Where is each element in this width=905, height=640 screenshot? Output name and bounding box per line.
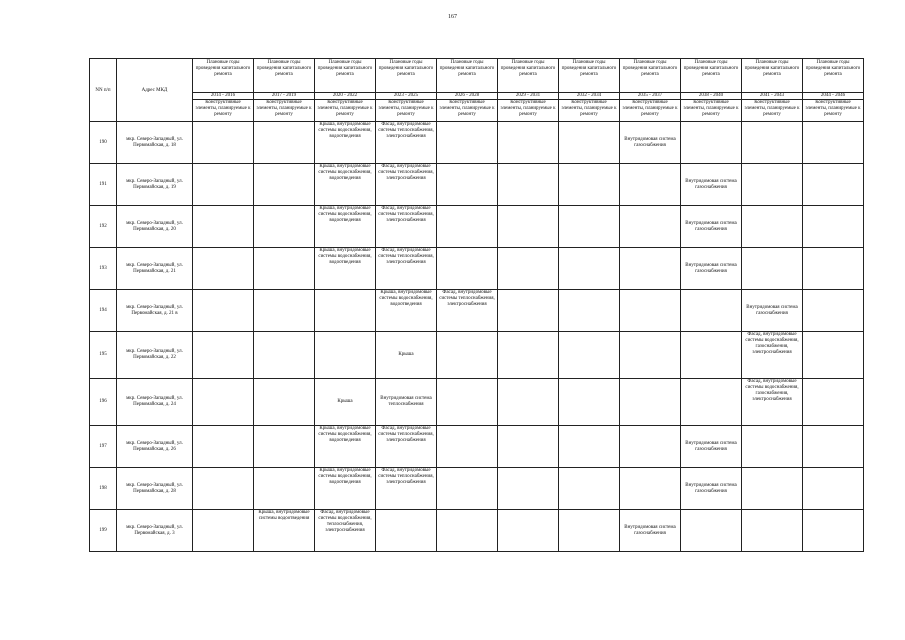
repair-cell: Внутридомовая система газоснабжения: [681, 248, 742, 290]
row-address: мкр. Северо-Западный, ул. Первомайская, д. 3: [117, 510, 193, 552]
repair-cell: [681, 332, 742, 379]
repair-cell: [742, 468, 803, 510]
repair-cell: Фасад, внутридомовые системы теплоснабжения, электроснабжения: [437, 290, 498, 332]
header-period-title: Плановые годы проведения капитального ремонта: [803, 59, 864, 93]
header-elements-label: Конструктивные элементы, планируемые к ремонту: [315, 100, 376, 122]
repair-cell: Крыша, внутридомовые системы водоснабжения, водоотведения: [315, 164, 376, 206]
repair-cell: [742, 164, 803, 206]
repair-cell: Крыша, внутридомовые системы водоснабжения, водоотведения: [315, 248, 376, 290]
capital-repair-schedule-table: [89, 58, 864, 552]
repair-cell: Фасад, внутридомовые системы теплоснабжения, электроснабжения: [376, 206, 437, 248]
repair-cell: [254, 248, 315, 290]
repair-cell: [803, 426, 864, 468]
repair-cell: [437, 332, 498, 379]
repair-cell: [559, 122, 620, 164]
repair-cell: [254, 164, 315, 206]
repair-cell: Фасад, внутридомовые системы теплоснабжения, электроснабжения: [376, 426, 437, 468]
repair-cell: [498, 122, 559, 164]
repair-cell: [620, 290, 681, 332]
row-number: 199: [90, 510, 117, 552]
repair-cell: [193, 468, 254, 510]
header-period-title: Плановые годы проведения капитального ремонта: [376, 59, 437, 93]
repair-cell: [559, 468, 620, 510]
repair-cell: [742, 122, 803, 164]
page-number: 167: [448, 14, 457, 20]
repair-cell: [254, 290, 315, 332]
repair-cell: [498, 426, 559, 468]
repair-cell: [559, 290, 620, 332]
repair-cell: [620, 468, 681, 510]
row-number: 196: [90, 379, 117, 426]
row-address: мкр. Северо-Западный, ул. Первомайская, д. 19: [117, 164, 193, 206]
repair-cell: [559, 332, 620, 379]
repair-cell: [437, 164, 498, 206]
repair-cell: [437, 379, 498, 426]
header-num: NN п/п: [90, 59, 117, 122]
header-elements-label: Конструктивные элементы, планируемые к ремонту: [559, 100, 620, 122]
row-number: 198: [90, 468, 117, 510]
header-period-years: 2038 - 2040: [681, 93, 742, 100]
repair-cell: [193, 122, 254, 164]
repair-cell: Крыша, внутридомовые системы водоснабжения, водоотведения: [315, 426, 376, 468]
repair-cell: Фасад, внутридомовые системы водоснабжения, теплоснабжения, электроснабжения: [315, 510, 376, 552]
table-row: [90, 290, 864, 332]
repair-cell: [437, 510, 498, 552]
row-number: 195: [90, 332, 117, 379]
row-address: мкр. Северо-Западный, ул. Первомайская, д. 26: [117, 426, 193, 468]
repair-cell: [559, 164, 620, 206]
table-row: [90, 332, 864, 379]
header-row-titles: [90, 59, 864, 93]
repair-cell: Крыша: [315, 379, 376, 426]
repair-cell: [803, 248, 864, 290]
header-period-years: 2014 - 2016: [193, 93, 254, 100]
header-period-years: 2017 - 2019: [254, 93, 315, 100]
repair-cell: [254, 426, 315, 468]
repair-cell: Крыша, внутридомовые системы водоснабжения, водоотведения: [315, 122, 376, 164]
repair-cell: [254, 468, 315, 510]
header-period-title: Плановые годы проведения капитального ремонта: [437, 59, 498, 93]
header-elements-label: Конструктивные элементы, планируемые к ремонту: [803, 100, 864, 122]
repair-cell: [742, 206, 803, 248]
repair-cell: [315, 290, 376, 332]
repair-cell: [681, 510, 742, 552]
header-elements-label: Конструктивные элементы, планируемые к ремонту: [254, 100, 315, 122]
repair-cell: [193, 290, 254, 332]
header-elements-label: Конструктивные элементы, планируемые к ремонту: [193, 100, 254, 122]
header-period-years: 2023 - 2025: [376, 93, 437, 100]
header-row-elements: [90, 100, 864, 122]
repair-cell: Внутридомовая система газоснабжения: [620, 510, 681, 552]
repair-cell: [742, 426, 803, 468]
header-period-years: 2020 - 2022: [315, 93, 376, 100]
repair-cell: [498, 290, 559, 332]
repair-cell: [193, 510, 254, 552]
repair-cell: Внутридомовая система газоснабжения: [681, 426, 742, 468]
repair-cell: [803, 468, 864, 510]
repair-cell: Фасад, внутридомовые системы теплоснабжения, электроснабжения: [376, 468, 437, 510]
repair-cell: [803, 290, 864, 332]
repair-cell: [559, 248, 620, 290]
row-number: 197: [90, 426, 117, 468]
repair-cell: [437, 248, 498, 290]
repair-cell: [803, 206, 864, 248]
repair-cell: [254, 206, 315, 248]
row-address: мкр. Северо-Западный, ул. Первомайская, д. 28: [117, 468, 193, 510]
repair-cell: [681, 122, 742, 164]
repair-cell: [559, 206, 620, 248]
header-period-title: Плановые годы проведения капитального ремонта: [498, 59, 559, 93]
header-elements-label: Конструктивные элементы, планируемые к ремонту: [681, 100, 742, 122]
header-period-years: 2032 - 2034: [559, 93, 620, 100]
repair-cell: [620, 164, 681, 206]
header-period-title: Плановые годы проведения капитального ремонта: [620, 59, 681, 93]
repair-cell: Фасад, внутридомовые системы теплоснабжения, электроснабжения: [376, 248, 437, 290]
row-number: 193: [90, 248, 117, 290]
repair-cell: [498, 379, 559, 426]
repair-cell: Внутридомовая система газоснабжения: [681, 468, 742, 510]
repair-cell: Крыша, внутридомовые системы водоснабжения, водоотведения: [315, 206, 376, 248]
repair-cell: Внутридомовая система газоснабжения: [681, 206, 742, 248]
table-row: [90, 248, 864, 290]
repair-cell: [559, 379, 620, 426]
repair-cell: [803, 379, 864, 426]
header-period-title: Плановые годы проведения капитального ремонта: [315, 59, 376, 93]
repair-cell: [498, 206, 559, 248]
repair-cell: [254, 379, 315, 426]
repair-cell: [742, 248, 803, 290]
repair-cell: [803, 164, 864, 206]
header-elements-label: Конструктивные элементы, планируемые к ремонту: [620, 100, 681, 122]
repair-cell: [559, 510, 620, 552]
table-row: [90, 510, 864, 552]
repair-cell: [437, 206, 498, 248]
repair-cell: [803, 122, 864, 164]
repair-cell: [498, 332, 559, 379]
repair-cell: [620, 248, 681, 290]
row-address: мкр. Северо-Западный, ул. Первомайская, д. 18: [117, 122, 193, 164]
table-row: [90, 122, 864, 164]
table-row: [90, 426, 864, 468]
repair-cell: Внутридомовая система газоснабжения: [620, 122, 681, 164]
header-period-years: 2026 - 2028: [437, 93, 498, 100]
header-period-years: 2029 - 2031: [498, 93, 559, 100]
row-address: мкр. Северо-Западный, ул. Первомайская, д. 24: [117, 379, 193, 426]
repair-cell: Крыша: [376, 332, 437, 379]
repair-cell: [437, 426, 498, 468]
repair-cell: [254, 122, 315, 164]
repair-cell: Фасад, внутридомовые системы водоснабжения, газоснабжения, электроснабжения: [742, 379, 803, 426]
header-period-title: Плановые годы проведения капитального ремонта: [681, 59, 742, 93]
repair-cell: [803, 332, 864, 379]
repair-cell: [437, 468, 498, 510]
header-period-title: Плановые годы проведения капитального ремонта: [559, 59, 620, 93]
repair-cell: [254, 332, 315, 379]
header-period-years: 2041 - 2043: [742, 93, 803, 100]
row-number: 190: [90, 122, 117, 164]
repair-cell: [742, 510, 803, 552]
repair-cell: [376, 510, 437, 552]
repair-cell: [498, 248, 559, 290]
row-number: 194: [90, 290, 117, 332]
repair-cell: Фасад, внутридомовые системы водоснабжения, газоснабжения, электроснабжения: [742, 332, 803, 379]
header-period-years: 2035 - 2037: [620, 93, 681, 100]
repair-cell: [620, 206, 681, 248]
repair-cell: [193, 332, 254, 379]
table-row: [90, 164, 864, 206]
repair-cell: [620, 332, 681, 379]
header-elements-label: Конструктивные элементы, планируемые к ремонту: [437, 100, 498, 122]
repair-cell: [498, 468, 559, 510]
row-address: мкр. Северо-Западный, ул. Первомайская, д. 21 в: [117, 290, 193, 332]
repair-cell: Фасад, внутридомовые системы теплоснабжения, электроснабжения: [376, 164, 437, 206]
repair-cell: [559, 426, 620, 468]
repair-cell: [681, 290, 742, 332]
repair-cell: Крыша, внутридомовые системы водоснабжения, водоотведения: [315, 468, 376, 510]
row-address: мкр. Северо-Западный, ул. Первомайская, д. 22: [117, 332, 193, 379]
repair-cell: [681, 379, 742, 426]
row-number: 191: [90, 164, 117, 206]
header-period-title: Плановые годы проведения капитального ремонта: [254, 59, 315, 93]
table-row: [90, 206, 864, 248]
repair-cell: Крыша, внутридомовые системы водоснабжения, водоотведения: [376, 290, 437, 332]
header-period-years: 2044 - 2046: [803, 93, 864, 100]
table-row: [90, 468, 864, 510]
repair-cell: [620, 379, 681, 426]
repair-cell: [193, 248, 254, 290]
header-elements-label: Конструктивные элементы, планируемые к ремонту: [742, 100, 803, 122]
header-row-years: [90, 93, 864, 100]
repair-cell: [803, 510, 864, 552]
repair-cell: Внутридомовая система газоснабжения: [742, 290, 803, 332]
header-elements-label: Конструктивные элементы, планируемые к ремонту: [376, 100, 437, 122]
repair-cell: Фасад, внутридомовые системы теплоснабжения, электроснабжения: [376, 122, 437, 164]
repair-cell: [620, 426, 681, 468]
repair-cell: [437, 122, 498, 164]
row-number: 192: [90, 206, 117, 248]
repair-cell: Внутридомовая система газоснабжения: [681, 164, 742, 206]
repair-cell: [193, 426, 254, 468]
table-row: [90, 379, 864, 426]
repair-cell: Крыша, внутридомовые системы водоотведения: [254, 510, 315, 552]
header-elements-label: Конструктивные элементы, планируемые к ремонту: [498, 100, 559, 122]
header-period-title: Плановые годы проведения капитального ремонта: [193, 59, 254, 93]
row-address: мкр. Северо-Западный, ул. Первомайская, д. 21: [117, 248, 193, 290]
header-period-title: Плановые годы проведения капитального ремонта: [742, 59, 803, 93]
repair-cell: [193, 206, 254, 248]
header-address: Адрес МКД: [117, 59, 193, 122]
repair-cell: [193, 164, 254, 206]
table-body: [90, 122, 864, 552]
row-address: мкр. Северо-Западный, ул. Первомайская, д. 20: [117, 206, 193, 248]
repair-cell: [498, 164, 559, 206]
repair-cell: Внутридомовая система теплоснабжения: [376, 379, 437, 426]
repair-cell: [193, 379, 254, 426]
repair-cell: [315, 332, 376, 379]
repair-cell: [498, 510, 559, 552]
